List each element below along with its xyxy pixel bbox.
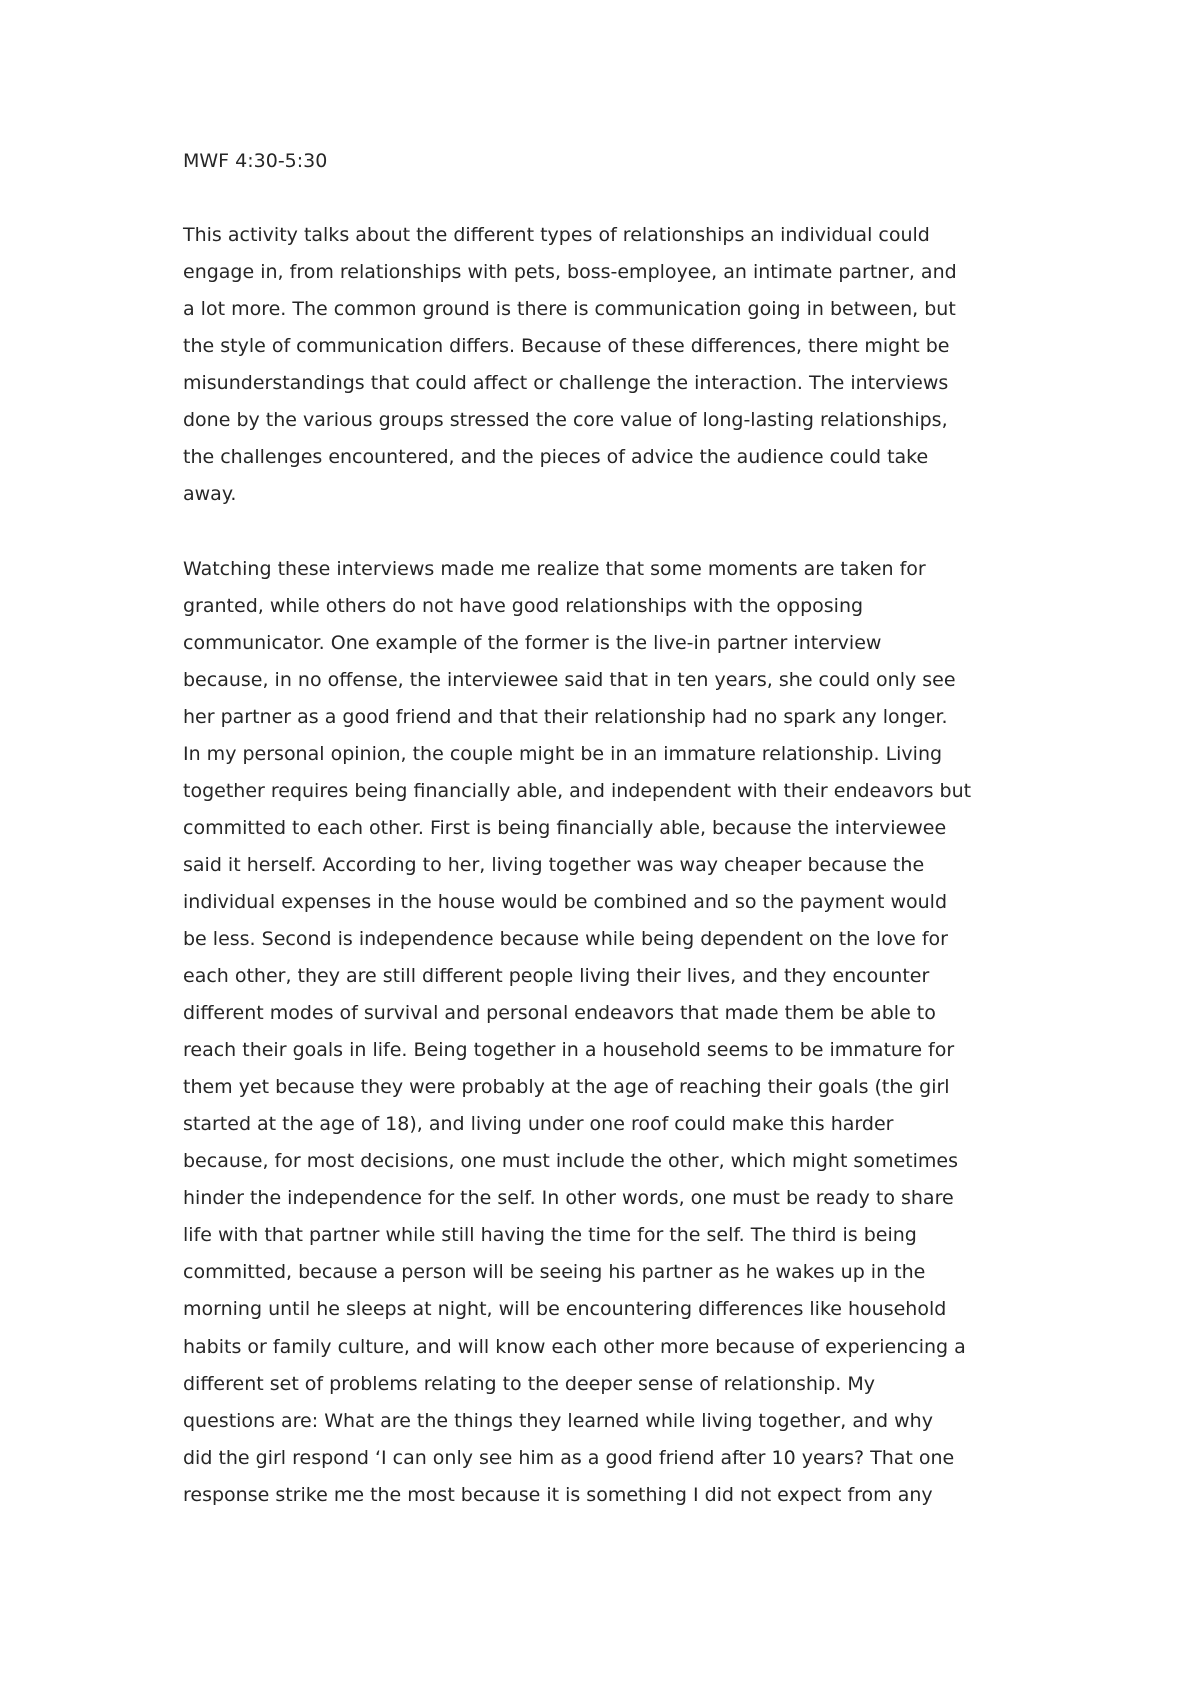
text-line: them yet because they were probably at the age of reaching their goals (the girl <box>183 1076 950 1099</box>
text-line: said it herself. According to her, living together was way cheaper because the <box>183 853 925 876</box>
paragraph-1 <box>183 217 1043 513</box>
text-line: individual expenses in the house would be combined and so the payment would <box>183 890 947 913</box>
text-line: started at the age of 18), and living under one roof could make this harder <box>183 1113 894 1136</box>
text-line: the challenges encountered, and the pieces of advice the audience could take <box>183 446 929 469</box>
text-line: committed to each other. First is being financially able, because the interviewee <box>183 816 947 839</box>
text-line: misunderstandings that could affect or challenge the interaction. The interviews <box>183 372 949 395</box>
text-line: communicator. One example of the former is the live-in partner interview <box>183 631 882 654</box>
text-line: because, in no offense, the interviewee said that in ten years, she could only see <box>183 668 956 691</box>
text-line: did the girl respond ‘I can only see him as a good friend after 10 years? That one <box>183 1446 955 1469</box>
text-line: hinder the independence for the self. In other words, one must be ready to share <box>183 1187 954 1210</box>
text-line: away. <box>183 483 237 506</box>
paragraph-gap <box>183 180 1043 217</box>
text-line: response strike me the most because it is something I did not expect from any <box>183 1483 933 1506</box>
text-line: because, for most decisions, one must include the other, which might sometimes <box>183 1150 958 1173</box>
text-line: her partner as a good friend and that their relationship had no spark any longer. <box>183 705 948 728</box>
text-line: questions are: What are the things they learned while living together, and why <box>183 1409 933 1432</box>
paragraph-gap <box>183 513 1043 550</box>
header-line: MWF 4:30-5:30 <box>183 150 328 172</box>
text-line: different set of problems relating to the deeper sense of relationship. My <box>183 1372 875 1395</box>
document-body <box>183 143 1043 1514</box>
text-line: This activity talks about the different types of relationships an individual could <box>183 224 930 247</box>
text-line: a lot more. The common ground is there is communication going in between, but <box>183 298 956 321</box>
text-line: Watching these interviews made me realize that some moments are taken for <box>183 557 926 580</box>
text-line: reach their goals in life. Being together in a household seems to be immature for <box>183 1039 955 1062</box>
text-line: habits or family culture, and will know each other more because of experiencing a <box>183 1335 966 1358</box>
text-line: In my personal opinion, the couple might be in an immature relationship. Living <box>183 742 943 765</box>
text-line: done by the various groups stressed the core value of long-lasting relationships, <box>183 409 948 432</box>
text-line: different modes of survival and personal endeavors that made them be able to <box>183 1002 936 1025</box>
text-line: morning until he sleeps at night, will be encountering differences like household <box>183 1298 947 1321</box>
text-line: be less. Second is independence because while being dependent on the love for <box>183 927 948 950</box>
text-line: life with that partner while still having the time for the self. The third is being <box>183 1224 917 1247</box>
text-line: the style of communication differs. Because of these differences, there might be <box>183 335 950 358</box>
text-line: engage in, from relationships with pets, boss-employee, an intimate partner, and <box>183 261 957 284</box>
text-line: committed, because a person will be seeing his partner as he wakes up in the <box>183 1261 926 1284</box>
paragraph-2 <box>183 551 1043 1514</box>
text-line: each other, they are still different people living their lives, and they encounter <box>183 965 930 988</box>
text-line: together requires being financially able, and independent with their endeavors but <box>183 779 972 802</box>
text-line: granted, while others do not have good relationships with the opposing <box>183 594 864 617</box>
